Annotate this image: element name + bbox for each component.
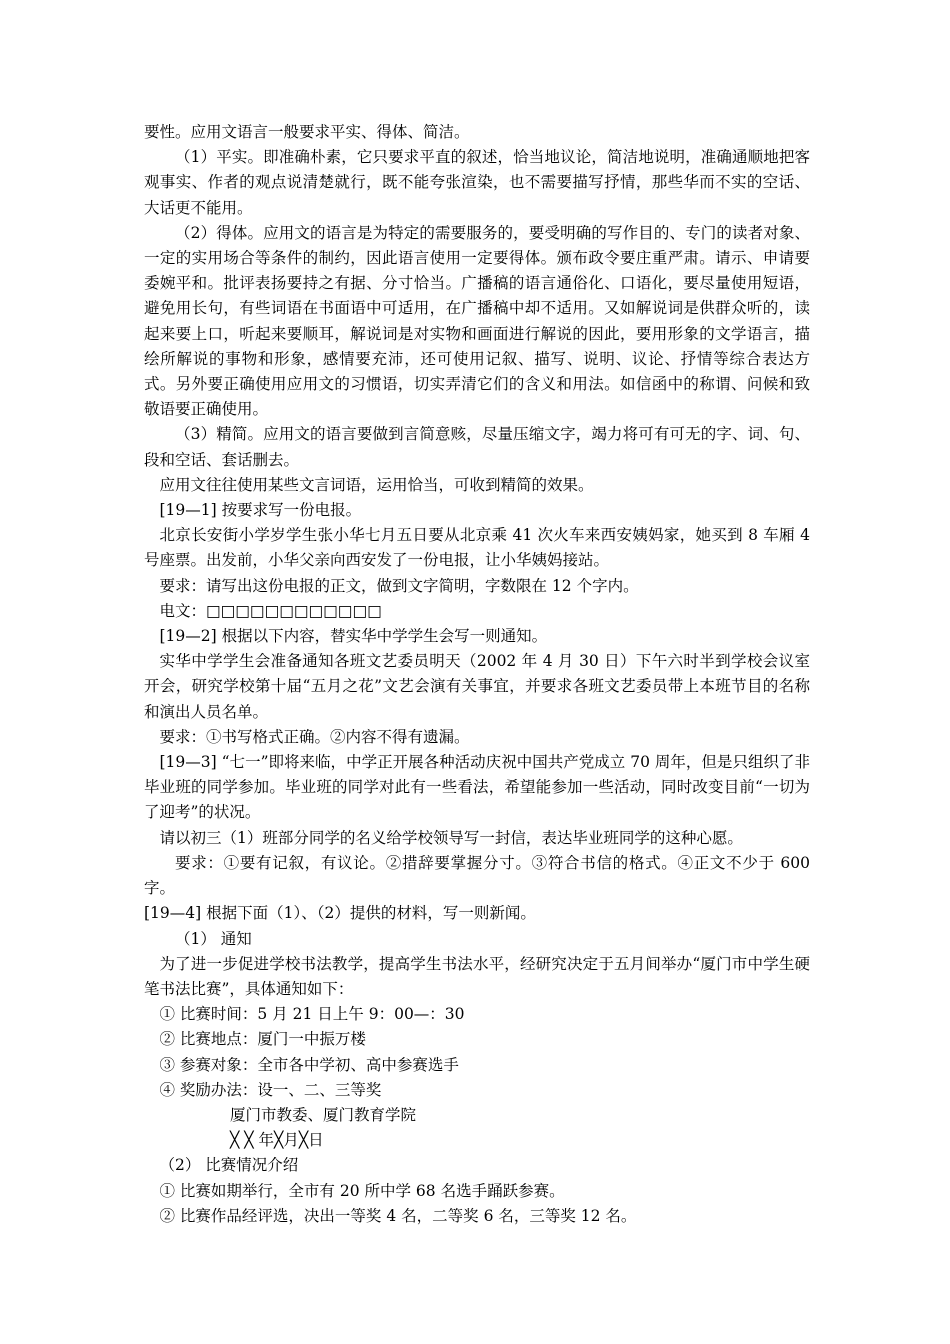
telegram-boxes: 电文：□□□□□□□□□□□□ [159, 601, 382, 620]
exercise-19-2-requirement: 要求：①书写格式正确。②内容不得有遗漏。 [159, 727, 470, 746]
notice-date: ╳ ╳ 年╳月╳日 [230, 1131, 324, 1150]
notice-item-awards: ④ 奖励办法：设一、二、三等奖 [159, 1080, 382, 1099]
exercise-19-3-heading: [19—3] “七一”即将来临，中学正开展各种活动庆祝中国共产党成立 70 周年，但是只组织了非毕业班的同学参加。毕业班的同学对此有一些看法，希望能参加一些活动，同时改变目前“一切为了迎考”的状况。 [144, 753, 810, 822]
paragraph-plain: （1）平实。即准确朴素，它只要求平直的叙述，恰当地议论，简洁地说明，准确通顺地把客观事实、作者的观点说清楚就行，既不能夸张渲染，也不需要描写抒情，那些华而不实的空话、大话更不能用。 [144, 148, 810, 217]
paragraph-appropriate: （2）得体。应用文的语言是为特定的需要服务的，要受明确的写作目的、专门的读者对象、一定的实用场合等条件的制约，因此语言使用一定要得体。颁布政令要庄重严肃。请示、申请要委婉平和。批评表扬要持之有据、分寸恰当。广播稿的语言通俗化、口语化，要尽量使用短语，避免用长句，有些词语在书面语中可适用，在广播稿中却不适用。又如解说词是供群众听的，读起来要上口，听起来要顺耳，解说词是对实物和画面进行解说的因此，要用形象的文学语言，描绘所解说的事物和形象，感情要充沛，还可使用记叙、描写、说明、议论、抒情等综合表达方式。另外要正确使用应用文的习惯语，切实弄清它们的含义和用法。如信函中的称谓、问候和致敬语要正确使用。 [144, 223, 810, 419]
competition-heading: （2） 比赛情况介绍 [159, 1156, 299, 1175]
notice-item-time: ① 比赛时间：5 月 21 日上午 9：00—：30 [159, 1005, 465, 1024]
competition-item-results: ② 比赛作品经评选，决出一等奖 4 名，二等奖 6 名，三等奖 12 名。 [159, 1206, 637, 1225]
exercise-19-2-material: 实华中学学生会准备通知各班文艺委员明天（2002 年 4 月 30 日）下午六时半到学校会议室开会，研究学校第十届“五月之花”文艺会演有关事宜，并要求各班文艺委员带上本班节目的名称和演出人员名单。 [144, 652, 810, 721]
exercise-19-3-task: 请以初三（1）班部分同学的名义给学校领导写一封信，表达毕业班同学的这种心愿。 [159, 828, 743, 847]
paragraph-intro: 要性。应用文语言一般要求平实、得体、简洁。 [144, 123, 470, 141]
competition-item-participation: ① 比赛如期举行，全市有 20 所中学 68 名选手踊跃参赛。 [159, 1181, 565, 1200]
paragraph-classical: 应用文往往使用某些文言词语，运用恰当，可收到精简的效果。 [159, 475, 594, 494]
exercise-19-2-heading: [19—2] 根据以下内容，替实华中学学生会写一则通知。 [159, 627, 548, 646]
notice-item-place: ② 比赛地点：厦门一中振万楼 [159, 1030, 366, 1049]
exercise-19-4-heading: [19—4] 根据下面（1）、（2）提供的材料，写一则新闻。 [144, 904, 536, 923]
notice-body: 为了进一步促进学校书法教学，提高学生书法水平，经研究决定于五月间举办“厦门市中学生硬笔书法比赛”，具体通知如下： [144, 954, 810, 998]
exercise-19-1-material: 北京长安街小学岁学生张小华七月五日要从北京乘 41 次火车来西安姨妈家，她买到 8 车厢 4 号座票。出发前，小华父亲向西安发了一份电报，让小华姨妈接站。 [144, 526, 810, 570]
exercise-19-1-heading: [19—1] 按要求写一份电报。 [159, 501, 362, 520]
exercise-19-3-requirement: 要求：①要有记叙，有议论。②措辞要掌握分寸。③符合书信的格式。④正文不少于 600 字。 [144, 853, 810, 898]
document-page [144, 120, 810, 1229]
notice-item-participants: ③ 参赛对象：全市各中学初、高中参赛选手 [159, 1055, 459, 1074]
exercise-19-1-requirement: 要求：请写出这份电报的正文，做到文字简明，字数限在 12 个字内。 [159, 576, 639, 595]
notice-signature: 厦门市教委、厦门教育学院 [230, 1105, 417, 1124]
paragraph-concise: （3）精简。应用文的语言要做到言简意赅，尽量压缩文字，竭力将可有可无的字、词、句、段和空话、套话删去。 [144, 425, 810, 469]
notice-heading: （1） 通知 [175, 929, 252, 948]
